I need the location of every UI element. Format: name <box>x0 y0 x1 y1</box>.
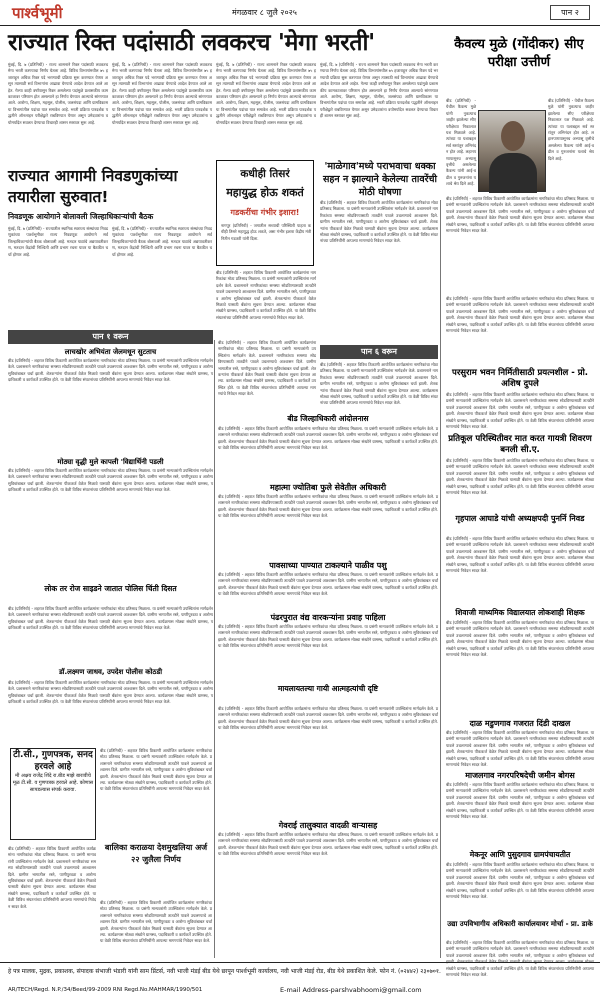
story-text-5: बीड (प्रतिनिधी) - शहरात विविध ठिकाणी आयोजित कार्यक्रमांना नागरिकांचा मोठा प्रतिसाद मिळाला. या प्रसंगी मान्यवरांनी उपस्थितांना मार्गदर्शन केले. प्रशासनाने नागरिकांच्या समस्या सोडविण्यासाठी तातडीने पावले उचलण्याचे आश्वासन दिले. ग्रामीण भागातील रस्ते, पाणीपुरवठा व आरोग्य सुविधांबाबत चर्चा झाली. शेतकऱ्यांना पीककर्ज वेळेत मिळावे यासाठी बँकांना सूचना देण्यात आल्या. कार्यक्रमास मोठ्या संख्येने ग्रामस्थ, पदाधिकारी व कार्यकर्ते उपस्थित होते. या वेळी विविध संघटनांच्या प्रतिनिधींनी आपल्या मागण्यांचे निवेदन सादर केले. <box>100 748 212 792</box>
story-text-6: बीड (प्रतिनिधी) - शहरात विविध ठिकाणी आयोजित कार्यक्रमांना नागरिकांचा मोठा प्रतिसाद मिळाला. या प्रसंगी मान्यवरांनी उपस्थितांना मार्गदर्शन केले. प्रशासनाने नागरिकांच्या समस्या सोडविण्यासाठी तातडीने पावले उचलण्याचे आश्वासन दिले. ग्रामीण भागातील रस्ते, पाणीपुरवठा व आरोग्य सुविधांबाबत चर्चा झाली. शेतकऱ्यांना पीककर्ज वेळेत मिळावे यासाठी बँकांना सूचना देण्यात आल्या. कार्यक्रमास मोठ्या संख्येने ग्रामस्थ, पदाधिकारी व कार्यकर्ते उपस्थित होते. या वेळी विविध संघटनांच्या प्रतिनिधींनी आपल्या मागण्यांचे निवेदन सादर केले. <box>8 846 96 909</box>
box-line-3: गडकरींचा गंभीर इशारा! <box>230 208 300 217</box>
side-headline: कैवल्य मुळे (गोंदीकर) सीए परीक्षा उत्तीर्ण <box>454 37 584 70</box>
side-story-text-c: बीड (प्रतिनिधी) - शहरात विविध ठिकाणी आयोजित कार्यक्रमांना नागरिकांचा मोठा प्रतिसाद मिळाला. या प्रसंगी मान्यवरांनी उपस्थितांना मार्गदर्शन केले. प्रशासनाने नागरिकांच्या समस्या सोडविण्यासाठी तातडीने पावले उचलण्याचे आश्वासन दिले. ग्रामीण भागातील रस्ते, पाणीपुरवठा व आरोग्य सुविधांबाबत चर्चा झाली. शेतकऱ्यांना पीककर्ज वेळेत मिळावे यासाठी बँकांना सूचना देण्यात आल्या. कार्यक्रमास मोठ्या संख्येने ग्रामस्थ, पदाधिकारी व कार्यकर्ते उपस्थित होते. या वेळी विविध संघटनांच्या प्रतिनिधींनी आपल्या मागण्यांचे निवेदन सादर केले. <box>446 196 594 234</box>
story-heading-18: उद्या उपविभागीय अधिकारी कार्यालयावर मोर्चा - प्रा. डाके <box>447 920 593 928</box>
column-rule-1 <box>214 340 215 958</box>
story-heading-3: लोक तर रोज साइडने जातात पोलिस चिंती दिसत <box>44 584 177 593</box>
imprint-line: हे पत्र मालक, मुद्रक, प्रकाशक, संपादक संभाजी भंडारी यांनी साम प्रिंटर्स, नवी भाजी मंडई बीड येथे छापून पार्श्वभूमी कार्यालय, नवी भाजी मंडई रोड, बीड येथे प्रकाशित केले. फोन नं. (०२४४२) २३०७०१. <box>8 968 441 975</box>
main-story-col-4: मुंबई, दि. ७ (प्रतिनिधी) - राज्य शासनाने रिक्त पदांसाठी लवकरच मेगा भरती करण्याचा निर्णय घेतला आहे. विविध विभागांमधील ७५ हजाराहून अधिक रिक्त पदे भरण्याची प्रक्रिया सुरू करण्यात येणार असून त्यासाठी सर्व विभागांना आढावा घेण्याचे आदेश देण्यात आले आहेत. गेल्या काही वर्षांपासून रिक्त असलेल्या पदांमुळे प्रशासकीय कामकाजावर परिणाम होत असल्याने हा निर्णय घेण्यात आल्याचे सांगण्यात आले. आरोग्य, शिक्षण, महसूल, पोलीस, जलसंपदा आणि ग्रामविकास या विभागांतील पदांचा यात समावेश आहे. भरती प्रक्रिया पारदर्शक पद्धतीने ऑनलाइन परीक्षेद्वारे राबविण्यात येणार असून उमेदवारांना वयोमर्यादेत सवलत देण्याचा विचारही शासन स्तरावर सुरू आहे. <box>320 62 439 119</box>
box-line-1: कधीही तिसरं <box>240 168 290 180</box>
story-heading-15: गृहपाल आघाडे यांची अध्यक्षपदी पुनर्नि निवड <box>455 514 585 523</box>
story-text-3: बीड (प्रतिनिधी) - शहरात विविध ठिकाणी आयोजित कार्यक्रमांना नागरिकांचा मोठा प्रतिसाद मिळाला. या प्रसंगी मान्यवरांनी उपस्थितांना मार्गदर्शन केले. प्रशासनाने नागरिकांच्या समस्या सोडविण्यासाठी तातडीने पावले उचलण्याचे आश्वासन दिले. ग्रामीण भागातील रस्ते, पाणीपुरवठा व आरोग्य सुविधांबाबत चर्चा झाली. शेतकऱ्यांना पीककर्ज वेळेत मिळावे यासाठी बँकांना सूचना देण्यात आल्या. कार्यक्रमास मोठ्या संख्येने ग्रामस्थ, पदाधिकारी व कार्यकर्ते उपस्थित होते. या वेळी विविध संघटनांच्या प्रतिनिधींनी आपल्या मागण्यांचे निवेदन सादर केले. <box>8 606 213 631</box>
ad-1-body: मी अक्षय राजेंद्र शिंदे रा.बीड माझे बारावीचे मूळ टी.सी. व गुणपत्रक हरवले आहे. कोणास सापडल्यास संपर्क करावा. <box>12 773 94 793</box>
story-heading-9: मायलायतल्या गायी आत्महत्यांची दृष्टि <box>277 684 379 693</box>
story-heading-8: पंढरपुरात वंद्य वारकऱ्यांना प्रवाह पाहिला <box>270 613 386 622</box>
mid-text-1: बीड (प्रतिनिधी) - शहरात विविध ठिकाणी आयोजित कार्यक्रमांना नागरिकांचा मोठा प्रतिसाद मिळाला. या प्रसंगी मान्यवरांनी उपस्थितांना मार्गदर्शन केले. प्रशासनाने नागरिकांच्या समस्या सोडविण्यासाठी तातडीने पावले उचलण्याचे आश्वासन दिले. ग्रामीण भागातील रस्ते, पाणीपुरवठा व आरोग्य सुविधांबाबत चर्चा झाली. शेतकऱ्यांना पीककर्ज वेळेत मिळावे यासाठी बँकांना सूचना देण्यात आल्या. कार्यक्रमास मोठ्या संख्येने ग्रामस्थ, पदाधिकारी व कार्यकर्ते उपस्थित होते. या वेळी विविध संघटनांच्या प्रतिनिधींनी आपल्या मागण्यांचे निवेदन सादर केले. <box>218 340 316 397</box>
mid-text-4: बीड (प्रतिनिधी) - शहरात विविध ठिकाणी आयोजित कार्यक्रमांना नागरिकांचा मोठा प्रतिसाद मिळाला. या प्रसंगी मान्यवरांनी उपस्थितांना मार्गदर्शन केले. प्रशासनाने नागरिकांच्या समस्या सोडविण्यासाठी तातडीने पावले उचलण्याचे आश्वासन दिले. ग्रामीण भागातील रस्ते, पाणीपुरवठा व आरोग्य सुविधांबाबत चर्चा झाली. शेतकऱ्यांना पीककर्ज वेळेत मिळावे यासाठी बँकांना सूचना देण्यात आल्या. कार्यक्रमास मोठ्या संख्येने ग्रामस्थ, पदाधिकारी व कार्यकर्ते उपस्थित होते. या वेळी विविध संघटनांच्या प्रतिनिधींनी आपल्या मागण्यांचे निवेदन सादर केले. <box>218 494 438 519</box>
mid-text-7: बीड (प्रतिनिधी) - शहरात विविध ठिकाणी आयोजित कार्यक्रमांना नागरिकांचा मोठा प्रतिसाद मिळाला. या प्रसंगी मान्यवरांनी उपस्थितांना मार्गदर्शन केले. प्रशासनाने नागरिकांच्या समस्या सोडविण्यासाठी तातडीने पावले उचलण्याचे आश्वासन दिले. ग्रामीण भागातील रस्ते, पाणीपुरवठा व आरोग्य सुविधांबाबत चर्चा झाली. शेतकऱ्यांना पीककर्ज वेळेत मिळावे यासाठी बँकांना सूचना देण्यात आल्या. कार्यक्रमास मोठ्या संख्येने ग्रामस्थ, पदाधिकारी व कार्यकर्ते उपस्थित होते. या वेळी विविध संघटनांच्या प्रतिनिधींनी आपल्या मागण्यांचे निवेदन सादर केले. <box>218 706 438 731</box>
continued-band-1: पान १ वरून <box>8 330 213 344</box>
elections-headline: राज्यात आगामी निवडणुकांच्या तयारीला सुरुवात! <box>8 167 178 206</box>
newspaper-name: पार्श्वभूमी <box>12 4 63 22</box>
side-story-text-a: बीड (प्रतिनिधी) - येथील कैवल्य मुळे यांनी नुकत्याच जाहीर झालेल्या सीए परीक्षेच्या निकालात यश मिळवले आहे. त्यांच्या या यशाबद्दल सर्व स्तरांतून अभिनंदन होत आहे. लहानपणापासूनच अभ्यासू वृत्तीचे असलेल्या कैवल्य यांनी आई-वडील व गुरुजनांना यशाचे श्रेय दिले आहे. <box>446 98 476 187</box>
mid-text-8: बीड (प्रतिनिधी) - शहरात विविध ठिकाणी आयोजित कार्यक्रमांना नागरिकांचा मोठा प्रतिसाद मिळाला. या प्रसंगी मान्यवरांनी उपस्थितांना मार्गदर्शन केले. प्रशासनाने नागरिकांच्या समस्या सोडविण्यासाठी तातडीने पावले उचलण्याचे आश्वासन दिले. ग्रामीण भागातील रस्ते, पाणीपुरवठा व आरोग्य सुविधांबाबत चर्चा झाली. शेतकऱ्यांना पीककर्ज वेळेत मिळावे यासाठी बँकांना सूचना देण्यात आल्या. कार्यक्रमास मोठ्या संख्येने ग्रामस्थ, पदाधिकारी व कार्यकर्ते उपस्थित होते. या वेळी विविध संघटनांच्या प्रतिनिधींनी आपल्या मागण्यांचे निवेदन सादर केले. <box>218 832 438 857</box>
mid-text-5: बीड (प्रतिनिधी) - शहरात विविध ठिकाणी आयोजित कार्यक्रमांना नागरिकांचा मोठा प्रतिसाद मिळाला. या प्रसंगी मान्यवरांनी उपस्थितांना मार्गदर्शन केले. प्रशासनाने नागरिकांच्या समस्या सोडविण्यासाठी तातडीने पावले उचलण्याचे आश्वासन दिले. ग्रामीण भागातील रस्ते, पाणीपुरवठा व आरोग्य सुविधांबाबत चर्चा झाली. शेतकऱ्यांना पीककर्ज वेळेत मिळावे यासाठी बँकांना सूचना देण्यात आल्या. कार्यक्रमास मोठ्या संख्येने ग्रामस्थ, पदाधिकारी व कार्यकर्ते उपस्थित होते. या वेळी विविध संघटनांच्या प्रतिनिधींनी आपल्या मागण्यांचे निवेदन सादर केले. <box>218 572 438 597</box>
main-story-col-1: मुंबई, दि. ७ (प्रतिनिधी) - राज्य शासनाने रिक्त पदांसाठी लवकरच मेगा भरती करण्याचा निर्णय घेतला आहे. विविध विभागांमधील ७५ हजाराहून अधिक रिक्त पदे भरण्याची प्रक्रिया सुरू करण्यात येणार असून त्यासाठी सर्व विभागांना आढावा घेण्याचे आदेश देण्यात आले आहेत. गेल्या काही वर्षांपासून रिक्त असलेल्या पदांमुळे प्रशासकीय कामकाजावर परिणाम होत असल्याने हा निर्णय घेण्यात आल्याचे सांगण्यात आले. आरोग्य, शिक्षण, महसूल, पोलीस, जलसंपदा आणि ग्रामविकास या विभागांतील पदांचा यात समावेश आहे. भरती प्रक्रिया पारदर्शक पद्धतीने ऑनलाइन परीक्षेद्वारे राबविण्यात येणार असून उमेदवारांना वयोमर्यादेत सवलत देण्याचा विचारही शासन स्तरावर सुरू आहे. <box>8 62 108 125</box>
issue-date: मंगळवार ८ जुलै २०२५ <box>232 8 297 17</box>
elections-story-col-2: मुंबई, दि. ७ (प्रतिनिधी) - राज्यातील स्थानिक स्वराज्य संस्थांच्या निवडणुकांच्या पार्श्वभूमीवर राज्य निवडणूक आयोगाने सर्व जिल्हाधिकाऱ्यांची बैठक बोलावली आहे. मतदार याद्यांचे अद्ययावतीकरण, मतदान केंद्रांची निश्चिती आणि प्रभाग रचना यावर या बैठकीत चर्चा होणार आहे. <box>112 226 212 257</box>
story-text-2: बीड (प्रतिनिधी) - शहरात विविध ठिकाणी आयोजित कार्यक्रमांना नागरिकांचा मोठा प्रतिसाद मिळाला. या प्रसंगी मान्यवरांनी उपस्थितांना मार्गदर्शन केले. प्रशासनाने नागरिकांच्या समस्या सोडविण्यासाठी तातडीने पावले उचलण्याचे आश्वासन दिले. ग्रामीण भागातील रस्ते, पाणीपुरवठा व आरोग्य सुविधांबाबत चर्चा झाली. शेतकऱ्यांना पीककर्ज वेळेत मिळावे यासाठी बँकांना सूचना देण्यात आल्या. कार्यक्रमास मोठ्या संख्येने ग्रामस्थ, पदाधिकारी व कार्यकर्ते उपस्थित होते. या वेळी विविध संघटनांच्या प्रतिनिधींनी आपल्या मागण्यांचे निवेदन सादर केले. <box>8 468 213 493</box>
column-rule-2 <box>440 200 441 958</box>
story-text-1: बीड (प्रतिनिधी) - शहरात विविध ठिकाणी आयोजित कार्यक्रमांना नागरिकांचा मोठा प्रतिसाद मिळाला. या प्रसंगी मान्यवरांनी उपस्थितांना मार्गदर्शन केले. प्रशासनाने नागरिकांच्या समस्या सोडविण्यासाठी तातडीने पावले उचलण्याचे आश्वासन दिले. ग्रामीण भागातील रस्ते, पाणीपुरवठा व आरोग्य सुविधांबाबत चर्चा झाली. शेतकऱ्यांना पीककर्ज वेळेत मिळावे यासाठी बँकांना सूचना देण्यात आल्या. कार्यक्रमास मोठ्या संख्येने ग्रामस्थ, पदाधिकारी व कार्यकर्ते उपस्थित होते. या वेळी विविध संघटनांच्या प्रतिनिधींनी आपल्या मागण्यांचे निवेदन सादर केले. <box>8 358 213 383</box>
main-story-col-3: मुंबई, दि. ७ (प्रतिनिधी) - राज्य शासनाने रिक्त पदांसाठी लवकरच मेगा भरती करण्याचा निर्णय घेतला आहे. विविध विभागांमधील ७५ हजाराहून अधिक रिक्त पदे भरण्याची प्रक्रिया सुरू करण्यात येणार असून त्यासाठी सर्व विभागांना आढावा घेण्याचे आदेश देण्यात आले आहेत. गेल्या काही वर्षांपासून रिक्त असलेल्या पदांमुळे प्रशासकीय कामकाजावर परिणाम होत असल्याने हा निर्णय घेण्यात आल्याचे सांगण्यात आले. आरोग्य, शिक्षण, महसूल, पोलीस, जलसंपदा आणि ग्रामविकास या विभागांतील पदांचा यात समावेश आहे. भरती प्रक्रिया पारदर्शक पद्धतीने ऑनलाइन परीक्षेद्वारे राबविण्यात येणार असून उमेदवारांना वयोमर्यादेत सवलत देण्याचा विचारही शासन स्तरावर सुरू आहे. <box>216 62 316 125</box>
story-heading-7: पावसाच्या पाण्यात टाकल्याने पाळीव पशु <box>269 561 387 570</box>
story-heading-12: माजलगाव नगरपरिषदेची जमीन बोगस <box>465 771 575 780</box>
main-story-col-2: मुंबई, दि. ७ (प्रतिनिधी) - राज्य शासनाने रिक्त पदांसाठी लवकरच मेगा भरती करण्याचा निर्णय घेतला आहे. विविध विभागांमधील ७५ हजाराहून अधिक रिक्त पदे भरण्याची प्रक्रिया सुरू करण्यात येणार असून त्यासाठी सर्व विभागांना आढावा घेण्याचे आदेश देण्यात आले आहेत. गेल्या काही वर्षांपासून रिक्त असलेल्या पदांमुळे प्रशासकीय कामकाजावर परिणाम होत असल्याने हा निर्णय घेण्यात आल्याचे सांगण्यात आले. आरोग्य, शिक्षण, महसूल, पोलीस, जलसंपदा आणि ग्रामविकास या विभागांतील पदांचा यात समावेश आहे. भरती प्रक्रिया पारदर्शक पद्धतीने ऑनलाइन परीक्षेद्वारे राबविण्यात येणार असून उमेदवारांना वयोमर्यादेत सवलत देण्याचा विचारही शासन स्तरावर सुरू आहे. <box>112 62 212 125</box>
mid-text-3: बीड (प्रतिनिधी) - शहरात विविध ठिकाणी आयोजित कार्यक्रमांना नागरिकांचा मोठा प्रतिसाद मिळाला. या प्रसंगी मान्यवरांनी उपस्थितांना मार्गदर्शन केले. प्रशासनाने नागरिकांच्या समस्या सोडविण्यासाठी तातडीने पावले उचलण्याचे आश्वासन दिले. ग्रामीण भागातील रस्ते, पाणीपुरवठा व आरोग्य सुविधांबाबत चर्चा झाली. शेतकऱ्यांना पीककर्ज वेळेत मिळावे यासाठी बँकांना सूचना देण्यात आल्या. कार्यक्रमास मोठ्या संख्येने ग्रामस्थ, पदाधिकारी व कार्यकर्ते उपस्थित होते. या वेळी विविध संघटनांच्या प्रतिनिधींनी आपल्या मागण्यांचे निवेदन सादर केले. <box>218 426 438 451</box>
story-heading-10: गेवराई तालुक्यात वादळी वाऱ्यासह <box>278 821 378 830</box>
imprint-footer <box>0 962 600 1000</box>
ad-3-title: बालिका कराळया देशमुखलिया अर्ज २२ जुलैला निर्णय <box>104 843 208 864</box>
right-text-7: बीड (प्रतिनिधी) - शहरात विविध ठिकाणी आयोजित कार्यक्रमांना नागरिकांचा मोठा प्रतिसाद मिळाला. या प्रसंगी मान्यवरांनी उपस्थितांना मार्गदर्शन केले. प्रशासनाने नागरिकांच्या समस्या सोडविण्यासाठी तातडीने पावले उचलण्याचे आश्वासन दिले. ग्रामीण भागातील रस्ते, पाणीपुरवठा व आरोग्य सुविधांबाबत चर्चा झाली. शेतकऱ्यांना पीककर्ज वेळेत मिळावे यासाठी बँकांना सूचना देण्यात आल्या. कार्यक्रमास मोठ्या संख्येने ग्रामस्थ, पदाधिकारी व कार्यकर्ते उपस्थित होते. या वेळी विविध संघटनांच्या प्रतिनिधींनी आपल्या मागण्यांचे निवेदन सादर केले. <box>446 782 594 820</box>
elections-story-col-1: मुंबई, दि. ७ (प्रतिनिधी) - राज्यातील स्थानिक स्वराज्य संस्थांच्या निवडणुकांच्या पार्श्वभूमीवर राज्य निवडणूक आयोगाने सर्व जिल्हाधिकाऱ्यांची बैठक बोलावली आहे. मतदार याद्यांचे अद्ययावतीकरण, मतदान केंद्रांची निश्चिती आणि प्रभाग रचना यावर या बैठकीत चर्चा होणार आहे. <box>8 226 108 257</box>
page-number: पान २ <box>550 5 590 20</box>
main-headline: राज्यात रिक्त पदांसाठी लवकरच 'मेगा भरती' <box>8 30 375 56</box>
right-text-1: बीड (प्रतिनिधी) - शहरात विविध ठिकाणी आयोजित कार्यक्रमांना नागरिकांचा मोठा प्रतिसाद मिळाला. या प्रसंगी मान्यवरांनी उपस्थितांना मार्गदर्शन केले. प्रशासनाने नागरिकांच्या समस्या सोडविण्यासाठी तातडीने पावले उचलण्याचे आश्वासन दिले. ग्रामीण भागातील रस्ते, पाणीपुरवठा व आरोग्य सुविधांबाबत चर्चा झाली. शेतकऱ्यांना पीककर्ज वेळेत मिळावे यासाठी बँकांना सूचना देण्यात आल्या. कार्यक्रमास मोठ्या संख्येने ग्रामस्थ, पदाधिकारी व कार्यकर्ते उपस्थित होते. या वेळी विविध संघटनांच्या प्रतिनिधींनी आपल्या मागण्यांचे निवेदन सादर केले. <box>446 296 594 334</box>
story-heading-6: महात्मा ज्योतिबा फुले सेवेतील अधिकारी <box>269 483 387 492</box>
right-text-3: बीड (प्रतिनिधी) - शहरात विविध ठिकाणी आयोजित कार्यक्रमांना नागरिकांचा मोठा प्रतिसाद मिळाला. या प्रसंगी मान्यवरांनी उपस्थितांना मार्गदर्शन केले. प्रशासनाने नागरिकांच्या समस्या सोडविण्यासाठी तातडीने पावले उचलण्याचे आश्वासन दिले. ग्रामीण भागातील रस्ते, पाणीपुरवठा व आरोग्य सुविधांबाबत चर्चा झाली. शेतकऱ्यांना पीककर्ज वेळेत मिळावे यासाठी बँकांना सूचना देण्यात आल्या. कार्यक्रमास मोठ्या संख्येने ग्रामस्थ, पदाधिकारी व कार्यकर्ते उपस्थित होते. या वेळी विविध संघटनांच्या प्रतिनिधींनी आपल्या मागण्यांचे निवेदन सादर केले. <box>446 458 594 496</box>
email-line: E-mail Address-parshvabhoomi@gmail.com <box>280 986 422 994</box>
masthead <box>0 0 600 26</box>
box-line-2: महायुद्ध होऊ शकतं <box>226 186 304 199</box>
mid-text-6: बीड (प्रतिनिधी) - शहरात विविध ठिकाणी आयोजित कार्यक्रमांना नागरिकांचा मोठा प्रतिसाद मिळाला. या प्रसंगी मान्यवरांनी उपस्थितांना मार्गदर्शन केले. प्रशासनाने नागरिकांच्या समस्या सोडविण्यासाठी तातडीने पावले उचलण्याचे आश्वासन दिले. ग्रामीण भागातील रस्ते, पाणीपुरवठा व आरोग्य सुविधांबाबत चर्चा झाली. शेतकऱ्यांना पीककर्ज वेळेत मिळावे यासाठी बँकांना सूचना देण्यात आल्या. कार्यक्रमास मोठ्या संख्येने ग्रामस्थ, पदाधिकारी व कार्यकर्ते उपस्थित होते. या वेळी विविध संघटनांच्या प्रतिनिधींनी आपल्या मागण्यांचे निवेदन सादर केले. <box>218 624 438 649</box>
continued-band-2: पान ६ वरून <box>320 345 438 359</box>
mid-text-2: बीड (प्रतिनिधी) - शहरात विविध ठिकाणी आयोजित कार्यक्रमांना नागरिकांचा मोठा प्रतिसाद मिळाला. या प्रसंगी मान्यवरांनी उपस्थितांना मार्गदर्शन केले. प्रशासनाने नागरिकांच्या समस्या सोडविण्यासाठी तातडीने पावले उचलण्याचे आश्वासन दिले. ग्रामीण भागातील रस्ते, पाणीपुरवठा व आरोग्य सुविधांबाबत चर्चा झाली. शेतकऱ्यांना पीककर्ज वेळेत मिळावे यासाठी बँकांना सूचना देण्यात आल्या. कार्यक्रमास मोठ्या संख्येने ग्रामस्थ, पदाधिकारी व कार्यकर्ते उपस्थित होते. या वेळी विविध संघटनांच्या प्रतिनिधींनी आपल्या मागण्यांचे निवेदन सादर केले. <box>320 362 438 406</box>
story-heading-1: लाचखोर अभियंता जेलमधून सुटताच <box>64 348 157 356</box>
right-text-8: बीड (प्रतिनिधी) - शहरात विविध ठिकाणी आयोजित कार्यक्रमांना नागरिकांचा मोठा प्रतिसाद मिळाला. या प्रसंगी मान्यवरांनी उपस्थितांना मार्गदर्शन केले. प्रशासनाने नागरिकांच्या समस्या सोडविण्यासाठी तातडीने पावले उचलण्याचे आश्वासन दिले. ग्रामीण भागातील रस्ते, पाणीपुरवठा व आरोग्य सुविधांबाबत चर्चा झाली. शेतकऱ्यांना पीककर्ज वेळेत मिळावे यासाठी बँकांना सूचना देण्यात आल्या. कार्यक्रमास मोठ्या संख्येने ग्रामस्थ, पदाधिकारी व कार्यकर्ते उपस्थित होते. या वेळी विविध संघटनांच्या प्रतिनिधींनी आपल्या मागण्यांचे निवेदन सादर केले. <box>446 862 594 900</box>
story-heading-16: शिवाजी माध्यमिक विद्यालयात लोकशाही शिक्षक <box>455 608 585 617</box>
gadkari-story-text: बीड (प्रतिनिधी) - शहरात विविध ठिकाणी आयोजित कार्यक्रमांना नागरिकांचा मोठा प्रतिसाद मिळाला. या प्रसंगी मान्यवरांनी उपस्थितांना मार्गदर्शन केले. प्रशासनाने नागरिकांच्या समस्या सोडविण्यासाठी तातडीने पावले उचलण्याचे आश्वासन दिले. ग्रामीण भागातील रस्ते, पाणीपुरवठा व आरोग्य सुविधांबाबत चर्चा झाली. शेतकऱ्यांना पीककर्ज वेळेत मिळावे यासाठी बँकांना सूचना देण्यात आल्या. कार्यक्रमास मोठ्या संख्येने ग्रामस्थ, पदाधिकारी व कार्यकर्ते उपस्थित होते. या वेळी विविध संघटनांच्या प्रतिनिधींनी आपल्या मागण्यांचे निवेदन सादर केले. <box>216 270 316 320</box>
right-text-9: बीड (प्रतिनिधी) - शहरात विविध ठिकाणी आयोजित कार्यक्रमांना नागरिकांचा मोठा प्रतिसाद मिळाला. या प्रसंगी मान्यवरांनी उपस्थितांना मार्गदर्शन केले. प्रशासनाने नागरिकांच्या समस्या सोडविण्यासाठी तातडीने पावले उचलण्याचे आश्वासन दिले. ग्रामीण भागातील रस्ते, पाणीपुरवठा व आरोग्य सुविधांबाबत चर्चा झाली. शेतकऱ्यांना पीककर्ज वेळेत मिळावे यासाठी बँकांना सूचना देण्यात आल्या. कार्यक्रमास मोठ्या संख्येने ग्रामस्थ, पदाधिकारी व कार्यकर्ते उपस्थित होते. या वेळी विविध संघटनांच्या प्रतिनिधींनी आपल्या मागण्यांचे निवेदन सादर केले. <box>446 940 594 978</box>
elections-subheadline: निवडणूक आयोगाने बोलावली जिल्हाधिकाऱ्यांची बैठक <box>8 212 154 221</box>
registration-line: AR/TECH/Regd. N.P./34/Beed/99-2009 RNI Regd.No.MAHMAR/1990/501 <box>8 987 203 993</box>
lost-document-ad <box>10 748 96 840</box>
right-text-4: बीड (प्रतिनिधी) - शहरात विविध ठिकाणी आयोजित कार्यक्रमांना नागरिकांचा मोठा प्रतिसाद मिळाला. या प्रसंगी मान्यवरांनी उपस्थितांना मार्गदर्शन केले. प्रशासनाने नागरिकांच्या समस्या सोडविण्यासाठी तातडीने पावले उचलण्याचे आश्वासन दिले. ग्रामीण भागातील रस्ते, पाणीपुरवठा व आरोग्य सुविधांबाबत चर्चा झाली. शेतकऱ्यांना पीककर्ज वेळेत मिळावे यासाठी बँकांना सूचना देण्यात आल्या. कार्यक्रमास मोठ्या संख्येने ग्रामस्थ, पदाधिकारी व कार्यकर्ते उपस्थित होते. या वेळी विविध संघटनांच्या प्रतिनिधींनी आपल्या मागण्यांचे निवेदन सादर केले. <box>446 536 594 574</box>
right-text-5: बीड (प्रतिनिधी) - शहरात विविध ठिकाणी आयोजित कार्यक्रमांना नागरिकांचा मोठा प्रतिसाद मिळाला. या प्रसंगी मान्यवरांनी उपस्थितांना मार्गदर्शन केले. प्रशासनाने नागरिकांच्या समस्या सोडविण्यासाठी तातडीने पावले उचलण्याचे आश्वासन दिले. ग्रामीण भागातील रस्ते, पाणीपुरवठा व आरोग्य सुविधांबाबत चर्चा झाली. शेतकऱ्यांना पीककर्ज वेळेत मिळावे यासाठी बँकांना सूचना देण्यात आल्या. कार्यक्रमास मोठ्या संख्येने ग्रामस्थ, पदाधिकारी व कार्यकर्ते उपस्थित होते. या वेळी विविध संघटनांच्या प्रतिनिधींनी आपल्या मागण्यांचे निवेदन सादर केले. <box>446 620 594 658</box>
story-text-4: बीड (प्रतिनिधी) - शहरात विविध ठिकाणी आयोजित कार्यक्रमांना नागरिकांचा मोठा प्रतिसाद मिळाला. या प्रसंगी मान्यवरांनी उपस्थितांना मार्गदर्शन केले. प्रशासनाने नागरिकांच्या समस्या सोडविण्यासाठी तातडीने पावले उचलण्याचे आश्वासन दिले. ग्रामीण भागातील रस्ते, पाणीपुरवठा व आरोग्य सुविधांबाबत चर्चा झाली. शेतकऱ्यांना पीककर्ज वेळेत मिळावे यासाठी बँकांना सूचना देण्यात आल्या. कार्यक्रमास मोठ्या संख्येने ग्रामस्थ, पदाधिकारी व कार्यकर्ते उपस्थित होते. या वेळी विविध संघटनांच्या प्रतिनिधींनी आपल्या मागण्यांचे निवेदन सादर केले. <box>8 680 213 705</box>
story-heading-4: डॉ.लक्ष्मण जाधव, उपदेश पोलीस कोठडी <box>58 668 163 676</box>
story-heading-14: प्रतिकूल परिस्थितीवर मात करत गायत्री शिवरण बनली सी.ए. <box>448 434 592 455</box>
story-text-7: बीड (प्रतिनिधी) - शहरात विविध ठिकाणी आयोजित कार्यक्रमांना नागरिकांचा मोठा प्रतिसाद मिळाला. या प्रसंगी मान्यवरांनी उपस्थितांना मार्गदर्शन केले. प्रशासनाने नागरिकांच्या समस्या सोडविण्यासाठी तातडीने पावले उचलण्याचे आश्वासन दिले. ग्रामीण भागातील रस्ते, पाणीपुरवठा व आरोग्य सुविधांबाबत चर्चा झाली. शेतकऱ्यांना पीककर्ज वेळेत मिळावे यासाठी बँकांना सूचना देण्यात आल्या. कार्यक्रमास मोठ्या संख्येने ग्रामस्थ, पदाधिकारी व कार्यकर्ते उपस्थित होते. या वेळी विविध संघटनांच्या प्रतिनिधींनी आपल्या मागण्यांचे निवेदन सादर केले. <box>100 900 212 944</box>
malegaon-story-text: बीड (प्रतिनिधी) - शहरात विविध ठिकाणी आयोजित कार्यक्रमांना नागरिकांचा मोठा प्रतिसाद मिळाला. या प्रसंगी मान्यवरांनी उपस्थितांना मार्गदर्शन केले. प्रशासनाने नागरिकांच्या समस्या सोडविण्यासाठी तातडीने पावले उचलण्याचे आश्वासन दिले. ग्रामीण भागातील रस्ते, पाणीपुरवठा व आरोग्य सुविधांबाबत चर्चा झाली. शेतकऱ्यांना पीककर्ज वेळेत मिळावे यासाठी बँकांना सूचना देण्यात आल्या. कार्यक्रमास मोठ्या संख्येने ग्रामस्थ, पदाधिकारी व कार्यकर्ते उपस्थित होते. या वेळी विविध संघटनांच्या प्रतिनिधींनी आपल्या मागण्यांचे निवेदन सादर केले. <box>320 200 438 244</box>
box-body: नागपूर (प्रतिनिधी) - जगातील सध्याची परिस्थिती पाहता कधीही तिसरे महायुद्ध होऊ शकते, असा गंभीर इशारा केंद्रीय मंत्री नितीन गडकरी यांनी दिला. <box>221 223 311 241</box>
story-heading-5: बीड जिल्हाधिकारी आंदोलनास <box>287 414 369 423</box>
story-heading-17: मेकनूर आणि पुसुदगाव ग्रामपंचायतीत <box>469 850 571 859</box>
right-text-2: बीड (प्रतिनिधी) - शहरात विविध ठिकाणी आयोजित कार्यक्रमांना नागरिकांचा मोठा प्रतिसाद मिळाला. या प्रसंगी मान्यवरांनी उपस्थितांना मार्गदर्शन केले. प्रशासनाने नागरिकांच्या समस्या सोडविण्यासाठी तातडीने पावले उचलण्याचे आश्वासन दिले. ग्रामीण भागातील रस्ते, पाणीपुरवठा व आरोग्य सुविधांबाबत चर्चा झाली. शेतकऱ्यांना पीककर्ज वेळेत मिळावे यासाठी बँकांना सूचना देण्यात आल्या. कार्यक्रमास मोठ्या संख्येने ग्रामस्थ, पदाधिकारी व कार्यकर्ते उपस्थित होते. या वेळी विविध संघटनांच्या प्रतिनिधींनी आपल्या मागण्यांचे निवेदन सादर केले. <box>446 392 594 430</box>
court-notice-ad <box>100 842 212 896</box>
story-heading-2: मोठ्या वृद्धी मुले कापली 'विद्यार्थिनी पडली <box>57 458 164 466</box>
right-text-6: बीड (प्रतिनिधी) - शहरात विविध ठिकाणी आयोजित कार्यक्रमांना नागरिकांचा मोठा प्रतिसाद मिळाला. या प्रसंगी मान्यवरांनी उपस्थितांना मार्गदर्शन केले. प्रशासनाने नागरिकांच्या समस्या सोडविण्यासाठी तातडीने पावले उचलण्याचे आश्वासन दिले. ग्रामीण भागातील रस्ते, पाणीपुरवठा व आरोग्य सुविधांबाबत चर्चा झाली. शेतकऱ्यांना पीककर्ज वेळेत मिळावे यासाठी बँकांना सूचना देण्यात आल्या. कार्यक्रमास मोठ्या संख्येने ग्रामस्थ, पदाधिकारी व कार्यकर्ते उपस्थित होते. या वेळी विविध संघटनांच्या प्रतिनिधींनी आपल्या मागण्यांचे निवेदन सादर केले. <box>446 730 594 768</box>
portrait-photo <box>478 110 546 192</box>
ad-1-title: टी.सी., गुणपत्रक, सनद हरवले आहे <box>13 750 93 772</box>
malegaon-headline: 'माळेगाव'मध्ये पराभवाचा धक्का सहन न झाल्याने केलेल्या तावरेंची मोठी घोषणा <box>322 161 438 198</box>
side-story-text-b: बीड (प्रतिनिधी) - येथील कैवल्य मुळे यांनी नुकत्याच जाहीर झालेल्या सीए परीक्षेच्या निकालात यश मिळवले आहे. त्यांच्या या यशाबद्दल सर्व स्तरांतून अभिनंदन होत आहे. लहानपणापासूनच अभ्यासू वृत्तीचे असलेल्या कैवल्य यांनी आई-वडील व गुरुजनांना यशाचे श्रेय दिले आहे. <box>548 98 594 161</box>
gadkari-box <box>216 160 314 266</box>
story-heading-13: परसुराम भवन निर्मितीसाठी प्रयत्नशील - प्रो. अशिष दुपले <box>452 368 588 389</box>
story-heading-11: दाळ मडुणगाव गजरात दिंडी दाखल <box>469 719 571 728</box>
